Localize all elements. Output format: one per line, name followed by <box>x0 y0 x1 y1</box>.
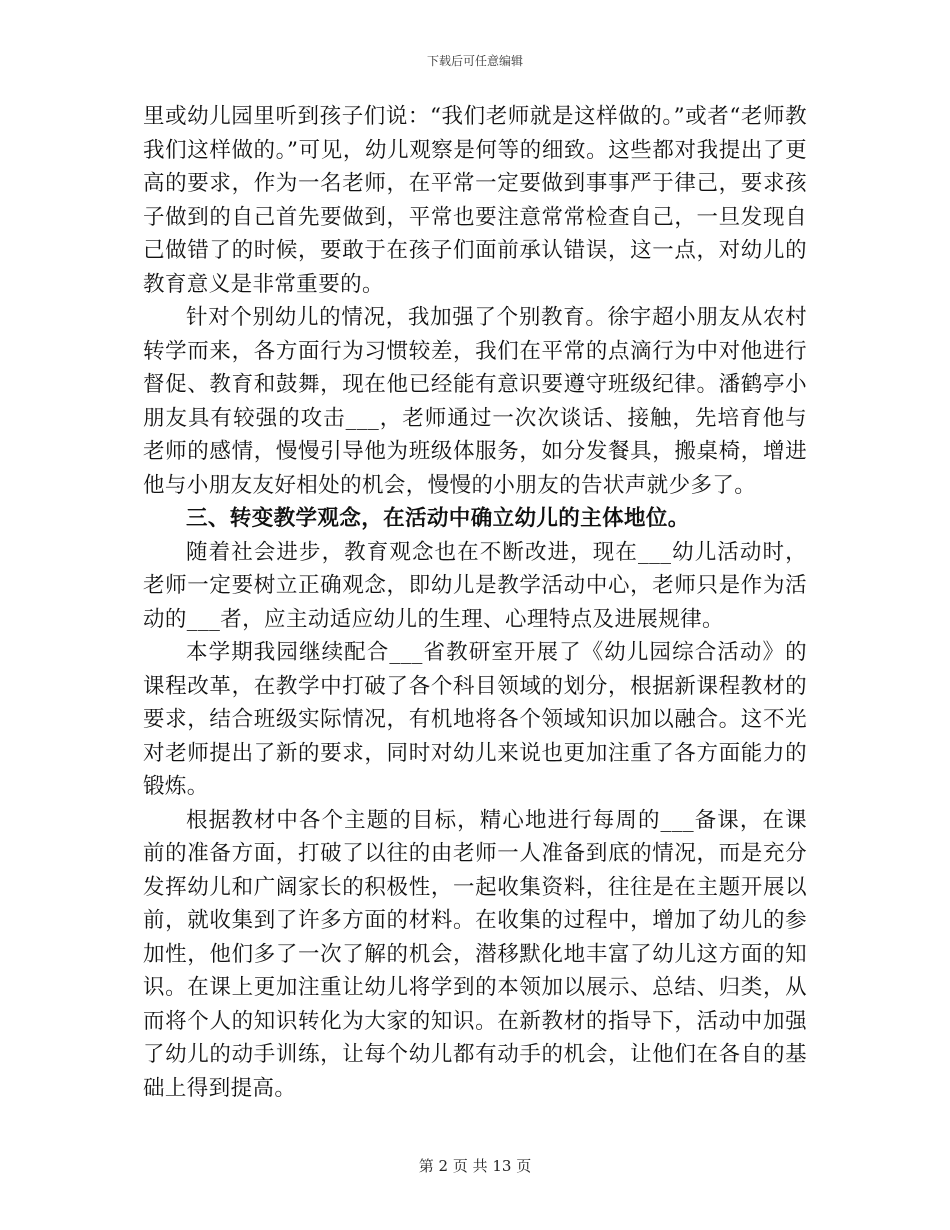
paragraph-2: 针对个别幼儿的情况，我加强了个别教育。徐宇超小朋友从农村转学而来，各方面行为习惯较差，我们在平常的点滴行为中对他进行督促、教育和鼓舞，现在他已经能有意识要遵守班级纪律。潘鹤亭小朋友具有较强的攻击___，老师通过一次次谈话、接触，先培育他与老师的感情，慢慢引导他为班级体服务，如分发餐具，搬桌椅，增进他与小朋友友好相处的机会，慢慢的小朋友的告状声就少多了。 <box>143 305 807 498</box>
paragraph-5: 根据教材中各个主题的目标，精心地进行每周的___备课，在课前的准备方面，打破了以往的由老师一人准备到底的情况，而是充分发挥幼儿和广阔家长的积极性，一起收集资料，往往是在主题开展以前，就收集到了许多方面的材料。在收集的过程中，增加了幼儿的参加性，他们多了一次了解的机会，潜移默化地丰富了幼儿这方面的知识。在课上更加注重让幼儿将学到的本领加以展示、总结、归类，从而将个人的知识转化为大家的知识。在新教材的指导下，活动中加强了幼儿的动手训练，让每个幼儿都有动手的机会，让他们在各自的基础上得到提高。 <box>143 807 807 1101</box>
page-header-note: 下载后可任意编辑 <box>426 54 523 68</box>
paragraph-3: 随着社会进步，教育观念也在不断改进，现在___幼儿活动时，老师一定要树立正确观念，即幼儿是教学活动中心，老师只是作为活动的___者，应主动适应幼儿的生理、心理特点及进展规律。 <box>143 539 807 632</box>
document-body <box>143 100 807 1105</box>
section-heading: 三、转变教学观念，在活动中确立幼儿的主体地位。 <box>186 506 690 531</box>
paragraph-4: 本学期我园继续配合___省教研室开展了《幼儿园综合活动》的课程改革，在教学中打破了各个科目领域的划分，根据新课程教材的要求，结合班级实际情况，有机地将各个领域知识加以融合。这不光对老师提出了新的要求，同时对幼儿来说也更加注重了各方面能力的锻炼。 <box>143 640 807 799</box>
page-number: 第 2 页 共 13 页 <box>418 1157 532 1175</box>
paragraph-1: 里或幼儿园里听到孩子们说：“我们老师就是这样做的。”或者“老师教我们这样做的。”可见，幼儿观察是何等的细致。这些都对我提出了更高的要求，作为一名老师，在平常一定要做到事事严于律己，要求孩子做到的自己首先要做到，平常也要注意常常检查自己，一旦发现自己做错了的时候，要敢于在孩子们面前承认错误，这一点，对幼儿的教育意义是非常重要的。 <box>143 104 807 297</box>
